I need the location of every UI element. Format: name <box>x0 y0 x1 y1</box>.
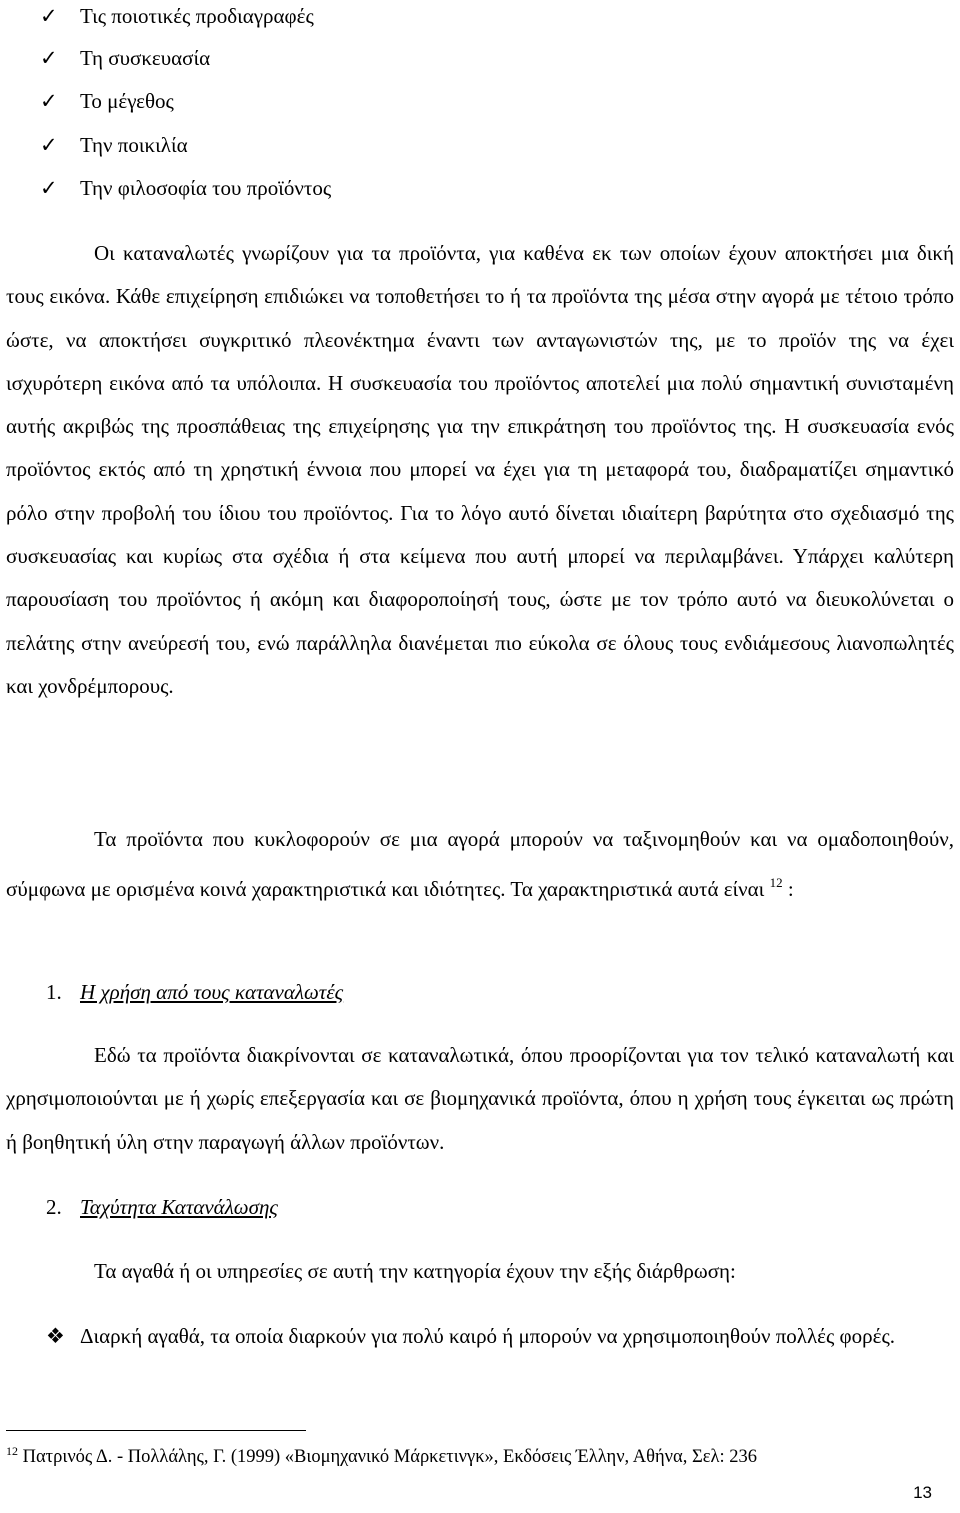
checklist-item <box>40 86 174 116</box>
footnote <box>6 1444 757 1468</box>
section-title: Η χρήση από τους καταναλωτές <box>80 980 344 1004</box>
check-icon: ✓ <box>40 133 58 157</box>
footnote-number: 12 <box>6 1444 18 1458</box>
checklist-item-text: Το μέγεθος <box>80 89 174 113</box>
checklist-item <box>40 43 210 73</box>
checklist-item-text: Τις ποιοτικές προδιαγραφές <box>80 4 314 28</box>
diamond-bullet-icon: ❖ <box>46 1324 65 1348</box>
section-number: 1. <box>46 980 62 1004</box>
check-icon: ✓ <box>40 89 58 113</box>
checklist-item-text: Την ποικιλία <box>80 133 188 157</box>
bullet-item <box>46 1315 954 1358</box>
section-heading-2 <box>46 1192 278 1222</box>
checklist-item-text: Την φιλοσοφία του προϊόντος <box>80 176 332 200</box>
section-1-body: Εδώ τα προϊόντα διακρίνονται σε καταναλωτικά, όπου προορίζονται για τον τελικό καταναλωτή και χρησιμοποιούνται με ή χωρίς επεξεργασία και σε βιομηχανικά προϊόντα, όπου η χρήση τους έγκειται ως πρώτη ή βοηθητική ύλη στην παραγωγή άλλων προϊόντων. <box>6 1043 954 1154</box>
page-number: 13 <box>913 1483 932 1502</box>
paragraph-classification: Τα προϊόντα που κυκλοφορούν σε μια αγορά μπορούν να ταξινομηθούν και να ομαδοποιηθούν, σύμφωνα με ορισμένα κοινά χαρακτηριστικά και ιδιότητες. Τα χαρακτηριστικά αυτά είναι $^{12}$ : <box>6 827 954 902</box>
paragraph-consumer-image: Οι καταναλωτές γνωρίζουν για τα προϊόντα, για καθένα εκ των οποίων έχουν αποκτήσει μια δική τους εικόνα. Κάθε επιχείρηση επιδιώκει να τοποθετήσει το ή τα προϊόντα της μέσα στην αγορά με τέτοιο τρόπο ώστε, να αποκτήσει συγκριτικό πλεονέκτημα έναντι των ανταγωνιστών της, με το προϊόν της να έχει ισχυρότερη εικόνα από τα υπόλοιπα. Η συσκευασία του προϊόντος αποτελεί μια πολύ σημαντική συνισταμένη αυτής ακριβώς της προσπάθειας της επιχείρησης για την επικράτηση του προϊόντος της. Η συσκευασία ενός προϊόντος εκτός από τη χρηστική έννοια που μπορεί να έχει για τη μεταφορά του, διαδραματίζει σημαντικό ρόλο στην προβολή του ίδιου του προϊόντος. Για το λόγο αυτό δίνεται ιδιαίτερη βαρύτητα στο σχεδιασμό της συσκευασίας και κυρίως στα σχέδια ή στα κείμενα που αυτή μπορεί να περιλαμβάνει. Υπάρχει καλύτερη παρουσίαση του προϊόντος ή ακόμη και διαφοροποίησή τους, ώστε με τον τρόπο αυτό να διευκολύνεται ο πελάτης στην ανεύρεσή του, ενώ παράλληλα διανέμεται πιο εύκολα σε όλους τους ενδιάμεσους λιανοπωλητές και χονδρέμπορους. <box>6 241 954 698</box>
check-icon: ✓ <box>40 176 58 200</box>
section-title: Ταχύτητα Κατανάλωσης <box>80 1195 278 1219</box>
bullet-text: Διαρκή αγαθά, τα οποία διαρκούν για πολύ καιρό ή μπορούν να χρησιμοποιηθούν πολλές φορές. <box>80 1324 896 1348</box>
footnote-ref: 12 <box>769 875 783 891</box>
check-icon: ✓ <box>40 46 58 70</box>
section-2-body: Τα αγαθά ή οι υπηρεσίες σε αυτή την κατηγορία έχουν την εξής διάρθρωση: <box>94 1259 736 1283</box>
section-number: 2. <box>46 1195 62 1219</box>
checklist-item <box>40 173 331 203</box>
footnote-text: Πατρινός Δ. - Πολλάλης, Γ. (1999) «Βιομηχανικό Μάρκετινγκ», Εκδόσεις Έλλην, Αθήνα, Σελ: 236 <box>18 1447 758 1467</box>
footnote-separator <box>6 1430 306 1431</box>
check-icon: ✓ <box>40 4 58 28</box>
checklist-item <box>40 1 314 31</box>
checklist-item-text: Τη συσκευασία <box>80 46 211 70</box>
section-heading-1 <box>46 977 343 1007</box>
checklist-item <box>40 130 188 160</box>
